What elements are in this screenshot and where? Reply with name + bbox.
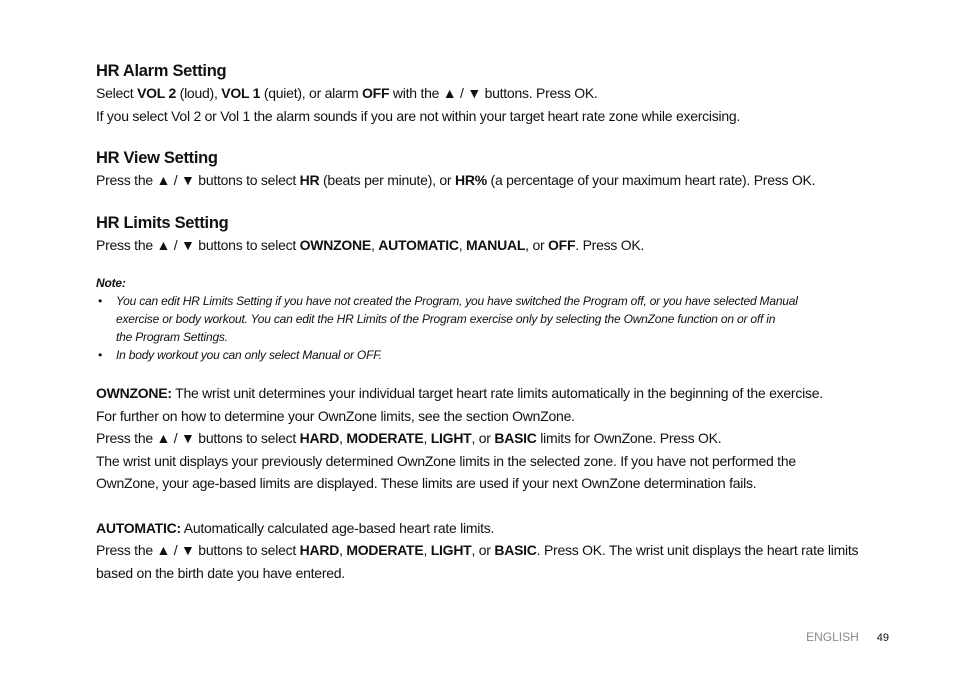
note-bullet-2-text: In body workout you can only select Manual or OFF.: [116, 348, 382, 362]
text-run: , or: [525, 236, 549, 253]
hr-alarm-line-1: [96, 82, 896, 105]
note-bullet-1-line-2: exercise or body workout. You can edit the HR Limits of the Program exercise only by selecting the OwnZone function on or off in: [116, 312, 776, 326]
text-run: limits for OwnZone. Press OK.: [536, 430, 722, 446]
text-run: Select: [96, 85, 138, 101]
option-hard: HARD: [299, 430, 340, 446]
ownzone-line-3: [96, 427, 896, 450]
text-run: ,: [423, 542, 431, 558]
manual-page: [96, 60, 896, 584]
text-run: , or: [471, 430, 495, 446]
automatic-line-3: based on the birth date you have entered.: [96, 564, 345, 581]
hr-limits-title: HR Limits Setting: [96, 213, 229, 232]
option-off: OFF: [548, 236, 576, 253]
option-basic: BASIC: [494, 430, 537, 446]
text-run: ,: [339, 430, 347, 446]
text-run: Press the ▲ / ▼ buttons to select: [96, 430, 300, 446]
text-run: (a percentage of your maximum heart rate). Press OK.: [486, 172, 816, 188]
bullet-marker: •: [98, 348, 103, 362]
text-run: ,: [339, 542, 347, 558]
ownzone-line-2: For further on how to determine your OwnZone limits, see the section OwnZone.: [96, 407, 575, 424]
ownzone-label: OWNZONE:: [96, 385, 172, 401]
hr-limits-section: [96, 212, 896, 257]
hr-view-line-1: [96, 169, 896, 192]
page-number: 49: [876, 632, 889, 644]
text-run: Press the ▲ / ▼ buttons to select: [96, 172, 300, 188]
option-moderate: MODERATE: [346, 542, 424, 558]
option-hr-percent: HR%: [455, 172, 487, 188]
automatic-line-1: [96, 517, 896, 540]
text-run: ,: [371, 236, 379, 253]
option-hr: HR: [299, 172, 320, 188]
note-bullet-1: [96, 292, 896, 346]
option-vol2: VOL 2: [137, 85, 177, 101]
text-run: ,: [458, 236, 467, 253]
page-footer: [806, 630, 889, 644]
hr-alarm-line-2: If you select Vol 2 or Vol 1 the alarm sounds if you are not within your target heart rate zone while exercising.: [96, 107, 741, 124]
text-run: . Press OK.: [575, 236, 645, 253]
automatic-line-2: [96, 539, 896, 562]
note-bullet-2: [96, 346, 896, 364]
text-run: . Press OK. The wrist unit displays the heart rate limits: [536, 542, 859, 558]
option-automatic: AUTOMATIC: [378, 236, 459, 253]
text-run: Press the ▲ / ▼ buttons to select: [96, 542, 300, 558]
ownzone-line-4: The wrist unit displays your previously determined OwnZone limits in the selected zone. If you have not performed the: [96, 452, 796, 469]
option-moderate: MODERATE: [346, 430, 424, 446]
hr-view-section: [96, 147, 896, 192]
option-light: LIGHT: [430, 542, 472, 558]
ownzone-paragraph: [96, 382, 896, 495]
option-basic: BASIC: [494, 542, 537, 558]
ownzone-line-1: [96, 382, 896, 405]
text-run: (loud),: [176, 85, 222, 101]
text-run: , or: [471, 542, 495, 558]
option-hard: HARD: [299, 542, 340, 558]
text-run: Press the ▲ / ▼ buttons to select: [96, 236, 300, 253]
text-run: Automatically calculated age-based heart rate limits.: [180, 519, 495, 536]
ownzone-line-5: OwnZone, your age-based limits are displayed. These limits are used if your next OwnZone determination fails.: [96, 475, 757, 491]
note-bullet-1-line-1: You can edit HR Limits Setting if you have not created the Program, you have switched the Program off, or you have selected Manual: [116, 294, 798, 308]
footer-language: ENGLISH: [806, 630, 859, 644]
hr-alarm-title: HR Alarm Setting: [96, 62, 227, 80]
hr-alarm-section: [96, 60, 896, 127]
text-run: (quiet), or alarm: [260, 85, 363, 101]
note-title: Note:: [96, 276, 126, 290]
text-run: with the ▲ / ▼ buttons. Press OK.: [389, 85, 598, 101]
note-bullet-1-line-3: the Program Settings.: [116, 330, 228, 344]
automatic-label: AUTOMATIC:: [96, 519, 181, 536]
option-manual: MANUAL: [466, 236, 526, 253]
hr-view-title: HR View Setting: [96, 149, 218, 167]
option-ownzone: OWNZONE: [299, 236, 371, 253]
bullet-marker: •: [98, 294, 103, 308]
option-vol1: VOL 1: [221, 85, 261, 101]
text-run: ,: [423, 430, 431, 446]
note-block: [96, 274, 896, 364]
option-light: LIGHT: [430, 430, 472, 446]
automatic-paragraph: [96, 517, 896, 585]
option-off: OFF: [362, 85, 390, 101]
text-run: The wrist unit determines your individual target heart rate limits automatically in the beginning of the exercise.: [171, 385, 823, 401]
hr-limits-line-1: [96, 234, 896, 257]
text-run: (beats per minute), or: [319, 172, 455, 188]
